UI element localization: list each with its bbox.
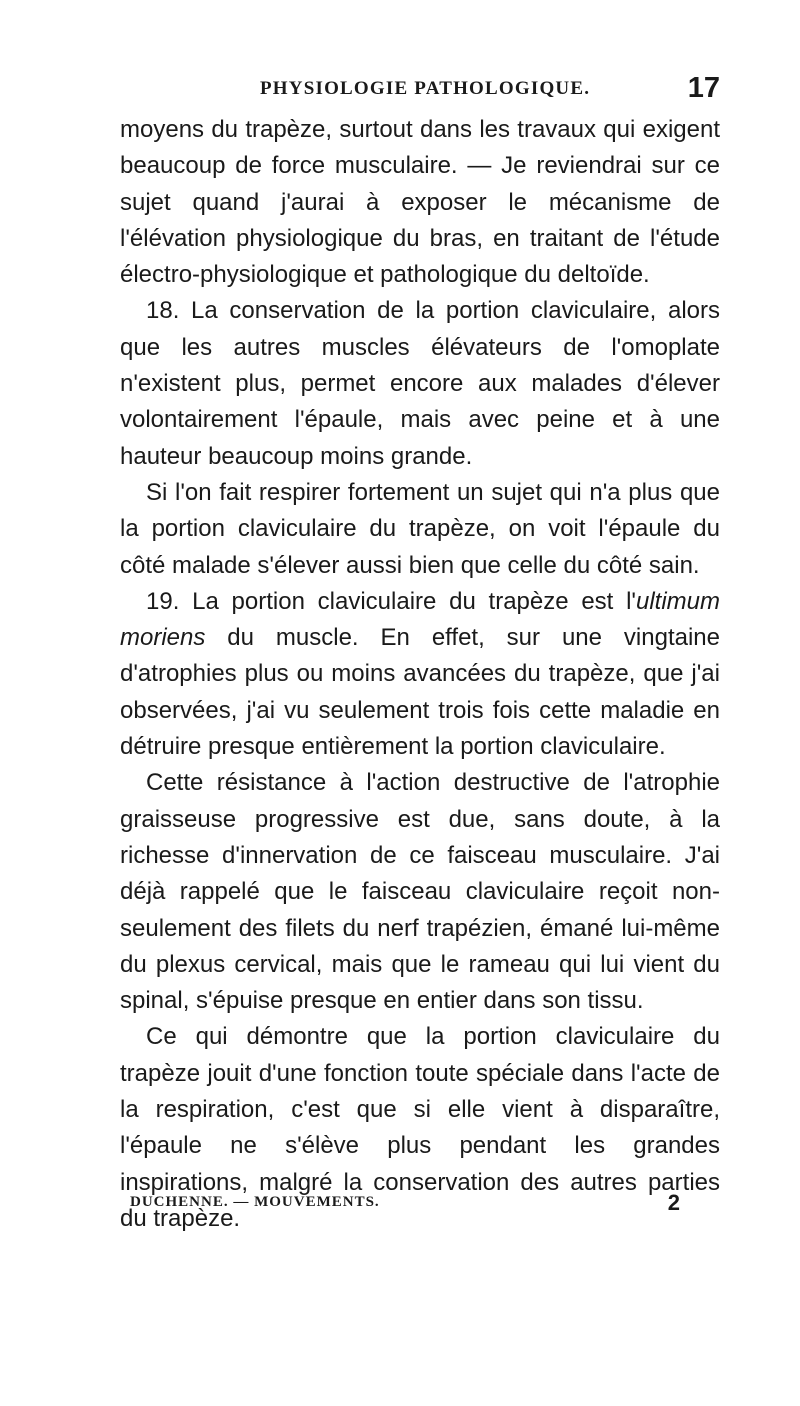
body-text <box>120 112 720 1237</box>
paragraph <box>120 765 720 1019</box>
footer-signature: DUCHENNE. — MOUVEMENTS. <box>130 1194 380 1210</box>
running-head <box>120 72 720 112</box>
paragraph-text: Si l'on fait respirer fortement un sujet qui n'a plus que la portion claviculaire du trapèze, on voit l'épaule du côté malade s'élever aussi bien que celle du côté sain. <box>120 478 720 579</box>
paragraph-text: Cette résistance à l'action destructive de l'atrophie graisseuse progressive est due, sans doute, à la richesse d'innervation de ce faisceau musculaire. J'ai déjà rappelé que le faisceau claviculaire reçoit non-seulement des filets du nerf trapézien, émané lui-même du plexus cervical, mais que le rameau qui lui vient du spinal, s'épuise presque en entier dans son tissu. <box>120 769 720 1015</box>
paragraph-continued <box>120 112 720 293</box>
paragraph-section-19 <box>120 584 720 765</box>
paragraph-text: moyens du trapèze, surtout dans les travaux qui exigent beaucoup de force musculaire. — Je reviendrai sur ce sujet quand j'aurai à exposer le mécanisme de l'élévation physiologique du bras, en traitant de l'étude électro-physiologique et pathologique du deltoïde. <box>120 116 720 289</box>
paragraph-text-tail: du muscle. En effet, sur une vingtaine d'atrophies plus ou moins avancées du trapèze, que j'ai observées, j'ai vu seulement trois fois cette maladie en détruire presque entièrement la portion claviculaire. <box>120 624 720 761</box>
paragraph <box>120 475 720 584</box>
latin-phrase: ultimum moriens <box>120 587 720 652</box>
paragraph-text-lead: La portion claviculaire du trapèze est l' <box>179 587 636 615</box>
section-number: 19. <box>146 587 180 615</box>
sheet-number: 2 <box>667 1190 680 1215</box>
paragraph-text: La conservation de la portion claviculaire, alors que les autres muscles élévateurs de l'omoplate n'existent plus, permet encore aux malades d'élever volontairement l'épaule, mais avec peine et à une hauteur beaucoup moins grande. <box>120 297 720 470</box>
page-footer <box>120 1190 720 1220</box>
section-number: 18. <box>146 297 180 325</box>
page-number: 17 <box>687 72 720 104</box>
paragraph-section-18 <box>120 293 720 474</box>
paragraph-text: Ce qui démontre que la portion claviculaire du trapèze jouit d'une fonction toute spéciale dans l'acte de la respiration, c'est que si elle vient à disparaître, l'épaule ne s'élève plus pendant les grandes inspirations, malgré la conservation des autres parties du trapèze. <box>120 1023 720 1232</box>
running-title: PHYSIOLOGIE PATHOLOGIQUE. <box>260 78 591 99</box>
